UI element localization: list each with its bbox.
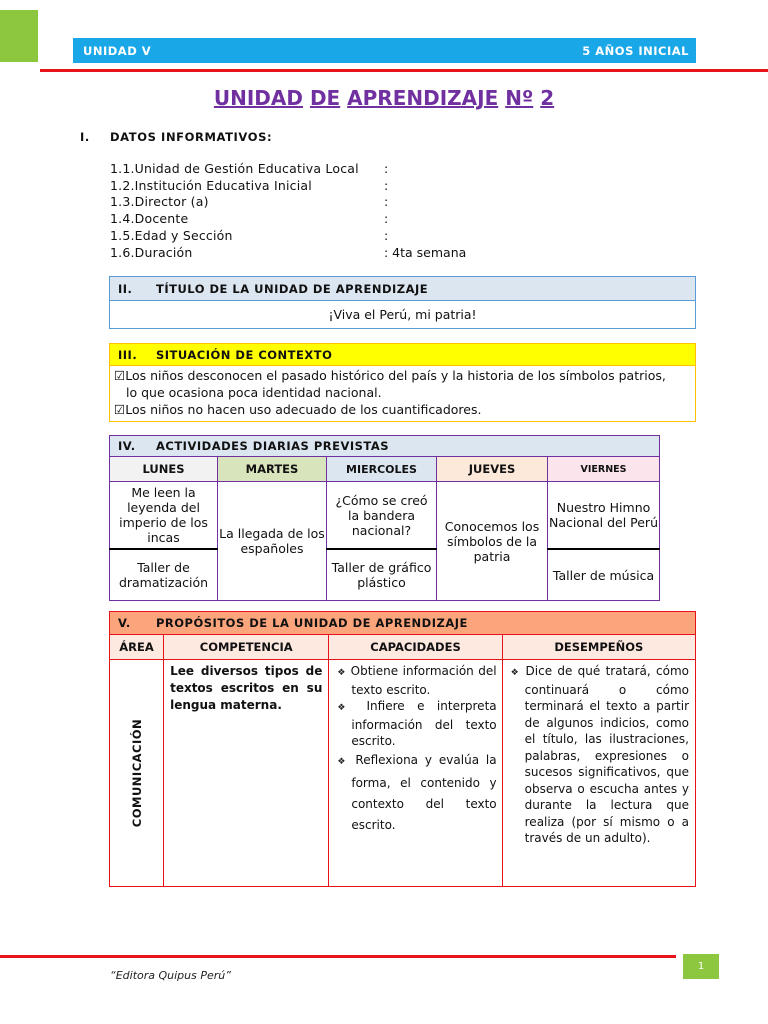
info-row: 1.6.Duración: [110, 245, 193, 260]
diamond-bullet-icon: ❖: [337, 703, 355, 713]
page-title: UNIDAD DE APRENDIZAJE Nº 2: [213, 86, 555, 110]
activity-martes: La llegada de los españoles: [218, 482, 327, 601]
day-lunes: LUNES: [110, 457, 218, 482]
info-value: :: [384, 211, 389, 226]
info-row: 1.4.Docente: [110, 211, 189, 226]
section2-heading: II. TÍTULO DE LA UNIDAD DE APRENDIZAJE: [110, 277, 696, 301]
section3-heading: III. SITUACIÓN DE CONTEXTO: [110, 344, 696, 366]
activity-lunes-1: Me leen la leyenda del imperio de los incas: [110, 482, 218, 550]
activity-miercoles-2: Taller de gráfico plástico: [327, 549, 437, 601]
day-viernes: VIERNES: [548, 457, 660, 482]
capacidad-item: ❖ Infiere e interpreta información del texto escrito.: [337, 699, 497, 748]
context-item-continued: lo que ocasiona poca identidad nacional.: [126, 385, 382, 400]
header-unit: UNIDAD V: [83, 44, 152, 58]
info-value: :: [384, 228, 389, 243]
header-competencia: COMPETENCIA: [164, 635, 329, 660]
diamond-bullet-icon: ❖: [337, 756, 349, 767]
info-row: 1.5.Edad y Sección: [110, 228, 233, 243]
context-item: ☑Los niños no hacen uso adecuado de los cuantificadores.: [114, 402, 482, 417]
capacidad-item: ❖ Obtiene información del texto escrito.: [337, 664, 497, 697]
section5-table: [109, 611, 696, 887]
footer-divider: [0, 955, 676, 958]
desempenos-list: [502, 660, 695, 887]
footer-publisher: “Editora Quipus Perú”: [110, 969, 231, 982]
activity-viernes-2: Taller de música: [548, 549, 660, 601]
section2-table: [109, 276, 696, 329]
section4-table: [109, 435, 660, 601]
info-value: :: [384, 178, 389, 193]
activity-viernes-1: Nuestro Himno Nacional del Perú: [548, 482, 660, 550]
capacidades-list: [329, 660, 502, 887]
section1-heading: I. DATOS INFORMATIVOS:: [80, 130, 273, 144]
competencia-text: Lee diversos tipos de textos escritos en su lengua materna.: [164, 660, 329, 887]
header-area: ÁREA: [110, 635, 164, 660]
checkbox-icon: ☑: [114, 402, 126, 417]
day-miercoles: MIERCOLES: [327, 457, 437, 482]
info-value: :: [384, 161, 389, 176]
area-label: COMUNICACIÓN: [129, 718, 144, 828]
header-capacidades: CAPACIDADES: [329, 635, 502, 660]
info-row: 1.3.Director (a): [110, 194, 209, 209]
day-jueves: JUEVES: [437, 457, 548, 482]
info-value: : 4ta semana: [384, 245, 467, 260]
activity-lunes-2: Taller de dramatización: [110, 549, 218, 601]
context-item: ☑Los niños desconocen el pasado histórico del país y la historia de los símbolos patrios,: [114, 368, 666, 383]
unit-title: ¡Viva el Perú, mi patria!: [110, 301, 696, 329]
capacidad-item: ❖ Reflexiona y evalúa la forma, el contenido y contexto del texto escrito.: [337, 752, 497, 832]
info-row: 1.1.Unidad de Gestión Educativa Local: [110, 161, 359, 176]
header-divider: [40, 69, 768, 72]
section4-heading: IV. ACTIVIDADES DIARIAS PREVISTAS: [110, 436, 660, 457]
info-row: 1.2.Institución Educativa Inicial: [110, 178, 312, 193]
day-martes: MARTES: [218, 457, 327, 482]
desempeno-item: ❖ Dice de qué tratará, cómo continuará o cómo terminará el texto a partir de algunos indicios, como el título, las ilustraciones, palabras, expresiones o sucesos significativos, que observa o escucha antes y durante la lectura que realiza (por sí mismo o a través de un adulto).: [510, 664, 689, 845]
diamond-bullet-icon: ❖: [510, 668, 521, 678]
header-bar: [73, 38, 696, 63]
section5-heading: V. PROPÓSITOS DE LA UNIDAD DE APRENDIZAJE: [110, 612, 696, 635]
info-value: :: [384, 194, 389, 209]
context-list: [110, 366, 696, 422]
section3-table: [109, 343, 696, 422]
activity-miercoles-1: ¿Cómo se creó la bandera nacional?: [327, 482, 437, 550]
area-cell: [110, 660, 164, 887]
activity-jueves: Conocemos los símbolos de la patria: [437, 482, 548, 601]
corner-green-block: [0, 10, 38, 62]
header-level: 5 AÑOS INICIAL: [582, 44, 689, 58]
header-desempenos: DESEMPEÑOS: [502, 635, 695, 660]
checkbox-icon: ☑: [114, 368, 126, 383]
page-number: 1: [683, 954, 719, 979]
diamond-bullet-icon: ❖: [337, 668, 347, 678]
